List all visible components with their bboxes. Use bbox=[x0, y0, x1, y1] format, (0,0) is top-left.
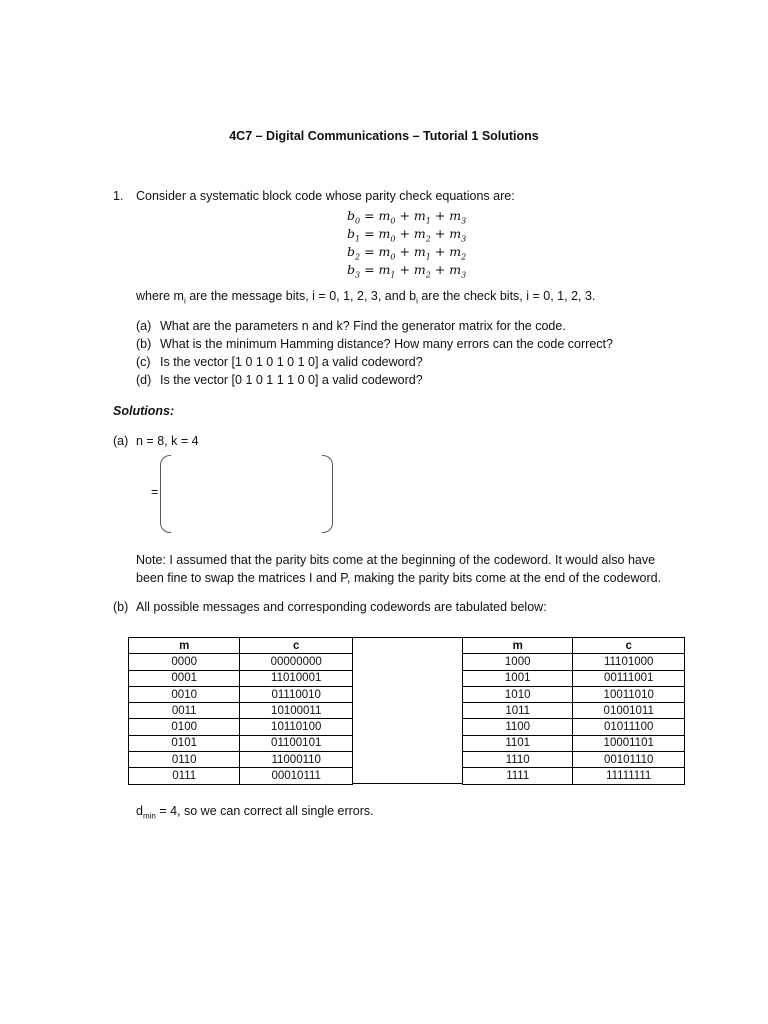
where-statement: where $m_i$ are the message bits, i = 0, 1, 2, 3, and $b_i$ are the check bits, i = 0, 1, 2, 3. bbox=[136, 289, 596, 306]
table-row bbox=[129, 703, 353, 719]
message-cell: 1111 bbox=[463, 768, 573, 784]
table-row bbox=[463, 768, 685, 784]
message-cell: 1100 bbox=[463, 719, 573, 735]
question-part-b: (b) What is the minimum Hamming distance? How many errors can the code correct? bbox=[136, 337, 613, 351]
table-row bbox=[463, 686, 685, 702]
parity-equation: $b_1 = m_0 + m_2 + m_3$ bbox=[347, 226, 467, 244]
codeword-cell: 10110100 bbox=[240, 719, 353, 735]
message-cell: 1000 bbox=[463, 654, 573, 670]
codeword-cell: 10001101 bbox=[573, 735, 685, 751]
column-header-m: m bbox=[129, 638, 240, 654]
message-cell: 0011 bbox=[129, 703, 240, 719]
table-row bbox=[463, 670, 685, 686]
codeword-cell: 01110010 bbox=[240, 686, 353, 702]
message-cell: 0001 bbox=[129, 670, 240, 686]
table-row bbox=[463, 735, 685, 751]
matrix-equals-sign: = bbox=[151, 485, 159, 499]
message-cell: 0100 bbox=[129, 719, 240, 735]
table-row bbox=[129, 719, 353, 735]
question-part-a: (a) What are the parameters n and k? Find the generator matrix for the code. bbox=[136, 319, 566, 333]
table-row bbox=[129, 752, 353, 768]
codeword-cell: 00111001 bbox=[573, 670, 685, 686]
table-row bbox=[129, 768, 353, 784]
table-row bbox=[129, 654, 353, 670]
solution-note: Note: I assumed that the parity bits come at the beginning of the codeword. It would also have been fine to swap the matrices I and P, making the parity bits come at the end of the codeword. bbox=[136, 553, 662, 585]
parity-equation: $b_3 = m_1 + m_2 + m_3$ bbox=[347, 262, 467, 280]
codeword-cell: 11111111 bbox=[573, 768, 685, 784]
message-cell: 0101 bbox=[129, 735, 240, 751]
table-row bbox=[129, 686, 353, 702]
codeword-cell: 00101110 bbox=[573, 752, 685, 768]
question-part-d: (d) Is the vector [0 1 0 1 1 1 0 0] a valid codeword? bbox=[136, 373, 423, 387]
message-cell: 1101 bbox=[463, 735, 573, 751]
message-cell: 0111 bbox=[129, 768, 240, 784]
parity-equation: $b_0 = m_0 + m_1 + m_3$ bbox=[347, 208, 467, 226]
codeword-cell: 11010001 bbox=[240, 670, 353, 686]
message-cell: 1010 bbox=[463, 686, 573, 702]
codeword-cell: 10100011 bbox=[240, 703, 353, 719]
table-gap bbox=[353, 637, 462, 784]
codeword-cell: 01011100 bbox=[573, 719, 685, 735]
codeword-cell: 01001011 bbox=[573, 703, 685, 719]
question-part-c: (c) Is the vector [1 0 1 0 1 0 1 0] a valid codeword? bbox=[136, 355, 423, 369]
matrix-left-bracket bbox=[160, 455, 171, 533]
message-cell: 1011 bbox=[463, 703, 573, 719]
message-cell: 1110 bbox=[463, 752, 573, 768]
solution-b: (b) All possible messages and corresponding codewords are tabulated below: bbox=[113, 600, 547, 614]
message-cell: 0000 bbox=[129, 654, 240, 670]
message-cell: 0110 bbox=[129, 752, 240, 768]
column-header-c: c bbox=[240, 638, 353, 654]
codeword-cell: 01100101 bbox=[240, 735, 353, 751]
column-header-m: m bbox=[463, 638, 573, 654]
table-row bbox=[129, 670, 353, 686]
message-cell: 0010 bbox=[129, 686, 240, 702]
codeword-cell: 11101000 bbox=[573, 654, 685, 670]
codeword-table-right bbox=[462, 637, 685, 785]
table-row bbox=[129, 735, 353, 751]
question-number: 1. bbox=[113, 189, 124, 203]
codeword-table-left bbox=[128, 637, 353, 785]
page-title: 4C7 – Digital Communications – Tutorial 1 Solutions bbox=[229, 129, 539, 143]
codeword-cell: 11000110 bbox=[240, 752, 353, 768]
dmin-statement: $d_{min} = 4$, so we can correct all single errors. bbox=[136, 804, 374, 821]
table-row bbox=[463, 719, 685, 735]
table-row bbox=[463, 752, 685, 768]
codeword-cell: 10011010 bbox=[573, 686, 685, 702]
message-cell: 1001 bbox=[463, 670, 573, 686]
solutions-heading: Solutions: bbox=[113, 404, 175, 418]
table-row bbox=[463, 703, 685, 719]
table-row bbox=[463, 654, 685, 670]
question-intro: Consider a systematic block code whose parity check equations are: bbox=[136, 189, 515, 203]
codeword-cell: 00000000 bbox=[240, 654, 353, 670]
matrix-right-bracket bbox=[322, 455, 333, 533]
solution-a: (a) n = 8, k = 4 bbox=[113, 434, 199, 448]
codeword-cell: 00010111 bbox=[240, 768, 353, 784]
parity-equation: $b_2 = m_0 + m_1 + m_2$ bbox=[347, 244, 467, 262]
column-header-c: c bbox=[573, 638, 685, 654]
